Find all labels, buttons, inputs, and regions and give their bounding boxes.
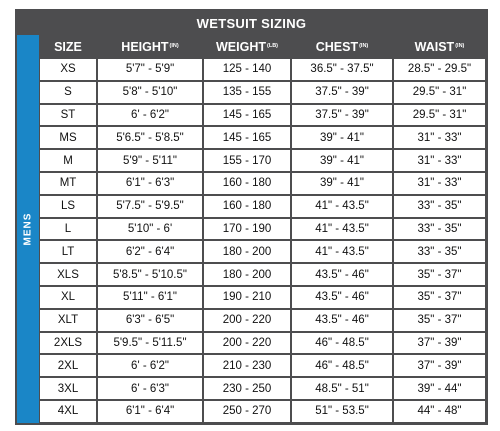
table-cell-height: 6'1" - 6'3": [97, 172, 203, 195]
table-cell-weight: 180 - 200: [203, 240, 291, 263]
column-header-unit: (LB): [267, 42, 278, 49]
table-cell-chest: 43.5" - 46": [291, 263, 393, 286]
table-cell-weight: 145 - 165: [203, 126, 291, 149]
table-cell-height: 5'9" - 5'11": [97, 149, 203, 172]
table-cell-size: XS: [39, 58, 97, 81]
table-cell-waist: 28.5" - 29.5": [393, 58, 486, 81]
table-cell-chest: 39" - 41": [291, 172, 393, 195]
table-cell-size: XL: [39, 286, 97, 309]
table-cell-size: 2XLS: [39, 332, 97, 355]
table-cell-waist: 39" - 44": [393, 377, 486, 400]
column-header-height: [97, 35, 203, 58]
table-cell-chest: 36.5" - 37.5": [291, 58, 393, 81]
table-cell-waist: 37" - 39": [393, 332, 486, 355]
table-cell-waist: 35" - 37": [393, 286, 486, 309]
table-cell-weight: 125 - 140: [203, 58, 291, 81]
table-cell-size: L: [39, 218, 97, 241]
category-sidebar: [17, 35, 39, 423]
table-cell-height: 6'2" - 6'4": [97, 240, 203, 263]
table-cell-chest: 37.5" - 39": [291, 104, 393, 127]
table-cell-height: 6' - 6'3": [97, 377, 203, 400]
table-cell-height: 5'7" - 5'9": [97, 58, 203, 81]
column-header-weight: [203, 35, 291, 58]
table-cell-chest: 39" - 41": [291, 126, 393, 149]
table-cell-size: XLT: [39, 309, 97, 332]
table-cell-chest: 43.5" - 46": [291, 309, 393, 332]
table-cell-waist: 29.5" - 31": [393, 104, 486, 127]
table-cell-chest: 43.5" - 46": [291, 286, 393, 309]
table-cell-height: 6'1" - 6'4": [97, 400, 203, 423]
table-cell-height: 5'11" - 6'1": [97, 286, 203, 309]
table-cell-weight: 190 - 210: [203, 286, 291, 309]
table-cell-weight: 160 - 180: [203, 195, 291, 218]
table-cell-weight: 200 - 220: [203, 309, 291, 332]
column-header-waist: [393, 35, 486, 58]
table-cell-waist: 31" - 33": [393, 149, 486, 172]
table-cell-weight: 160 - 180: [203, 172, 291, 195]
table-cell-chest: 51" - 53.5": [291, 400, 393, 423]
table-cell-weight: 230 - 250: [203, 377, 291, 400]
table-cell-weight: 200 - 220: [203, 332, 291, 355]
table-cell-chest: 48.5" - 51": [291, 377, 393, 400]
table-cell-size: LT: [39, 240, 97, 263]
column-header-unit: (IN): [169, 42, 179, 49]
chart-title: WETSUIT SIZING: [17, 11, 486, 35]
column-header-unit: (IN): [359, 42, 369, 49]
table-cell-chest: 37.5" - 39": [291, 81, 393, 104]
table-cell-waist: 29.5" - 31": [393, 81, 486, 104]
table-cell-weight: 180 - 200: [203, 263, 291, 286]
table-cell-height: 6'3" - 6'5": [97, 309, 203, 332]
table-cell-waist: 33" - 35": [393, 195, 486, 218]
column-header-label: SIZE: [54, 39, 82, 54]
table-cell-size: MT: [39, 172, 97, 195]
table-cell-height: 5'8" - 5'10": [97, 81, 203, 104]
table-cell-size: 4XL: [39, 400, 97, 423]
table-cell-waist: 37" - 39": [393, 354, 486, 377]
category-label: MENS: [22, 212, 34, 246]
table-cell-height: 5'6.5" - 5'8.5": [97, 126, 203, 149]
column-header-size: [39, 35, 97, 58]
table-cell-chest: 46" - 48.5": [291, 332, 393, 355]
sizing-table: [39, 35, 486, 423]
table-cell-size: 2XL: [39, 354, 97, 377]
table-cell-height: 6' - 6'2": [97, 354, 203, 377]
column-header-label: CHEST: [315, 39, 359, 54]
column-header-unit: (IN): [455, 42, 465, 49]
table-cell-waist: 33" - 35": [393, 218, 486, 241]
table-cell-size: XLS: [39, 263, 97, 286]
table-cell-height: 5'9.5" - 5'11.5": [97, 332, 203, 355]
column-header-label: WAIST: [414, 39, 455, 54]
table-cell-waist: 31" - 33": [393, 172, 486, 195]
table-cell-weight: 145 - 165: [203, 104, 291, 127]
table-cell-waist: 31" - 33": [393, 126, 486, 149]
table-cell-size: ST: [39, 104, 97, 127]
table-cell-chest: 41" - 43.5": [291, 240, 393, 263]
table-cell-waist: 35" - 37": [393, 309, 486, 332]
table-cell-weight: 155 - 170: [203, 149, 291, 172]
table-cell-chest: 39" - 41": [291, 149, 393, 172]
column-header-chest: [291, 35, 393, 58]
table-cell-chest: 41" - 43.5": [291, 218, 393, 241]
table-cell-weight: 250 - 270: [203, 400, 291, 423]
table-cell-weight: 135 - 155: [203, 81, 291, 104]
table-cell-chest: 41" - 43.5": [291, 195, 393, 218]
table-cell-size: MS: [39, 126, 97, 149]
table-cell-waist: 44" - 48": [393, 400, 486, 423]
table-cell-size: M: [39, 149, 97, 172]
column-header-label: WEIGHT: [216, 39, 266, 54]
table-cell-size: S: [39, 81, 97, 104]
table-cell-waist: 33" - 35": [393, 240, 486, 263]
column-header-label: HEIGHT: [121, 39, 169, 54]
table-cell-height: 5'7.5" - 5'9.5": [97, 195, 203, 218]
table-cell-weight: 170 - 190: [203, 218, 291, 241]
table-cell-height: 5'8.5" - 5'10.5": [97, 263, 203, 286]
table-cell-height: 6' - 6'2": [97, 104, 203, 127]
table-cell-height: 5'10" - 6': [97, 218, 203, 241]
table-cell-chest: 46" - 48.5": [291, 354, 393, 377]
table-cell-weight: 210 - 230: [203, 354, 291, 377]
sizing-chart: [15, 9, 488, 425]
table-cell-size: LS: [39, 195, 97, 218]
table-cell-waist: 35" - 37": [393, 263, 486, 286]
table-cell-size: 3XL: [39, 377, 97, 400]
